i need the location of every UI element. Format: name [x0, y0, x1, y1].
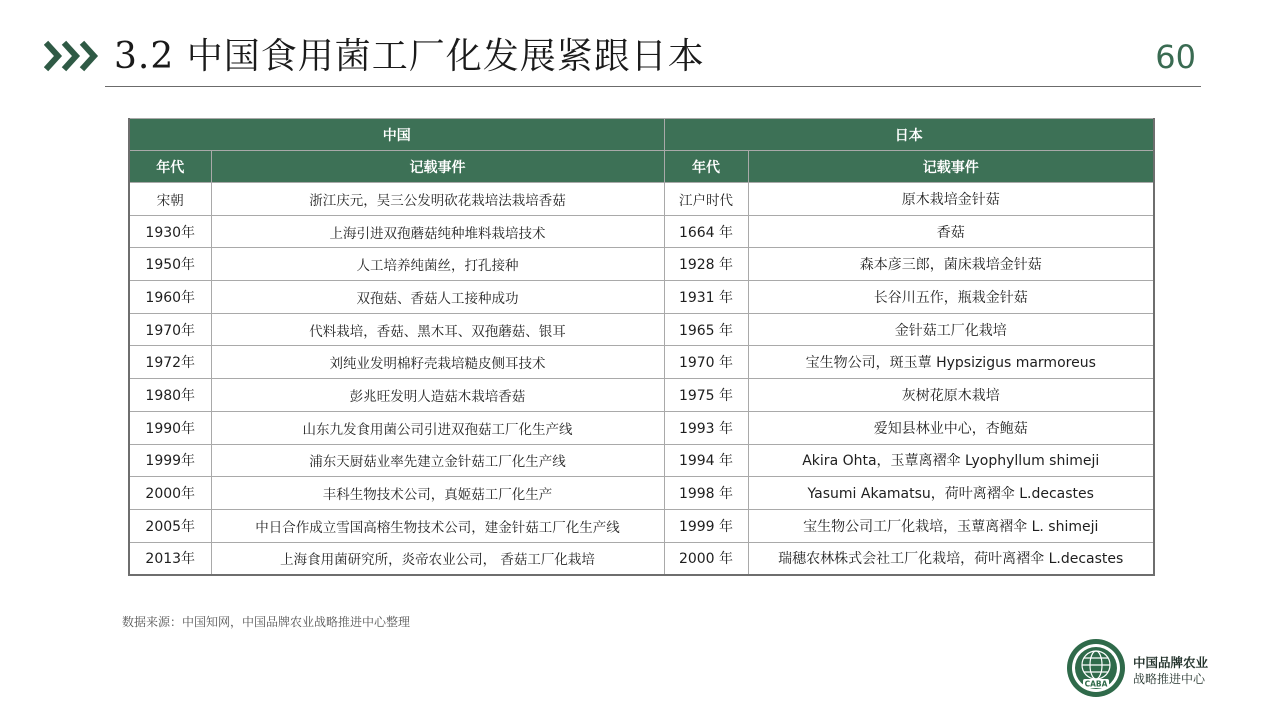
cell-japan-year: 1928 年: [664, 248, 748, 281]
cell-japan-event: 灰树花原木栽培: [748, 379, 1154, 412]
cell-china-year: 1972年: [129, 346, 211, 379]
cell-japan-year: 1965 年: [664, 313, 748, 346]
column-header-event-china: 记载事件: [211, 151, 664, 183]
table-row: [129, 379, 1154, 412]
triple-chevron-right-icon: [44, 40, 102, 72]
cell-japan-year: 1664 年: [664, 215, 748, 248]
cell-china-year: 1990年: [129, 411, 211, 444]
cell-japan-event: 宝生物公司，斑玉蕈 Hypsizigus marmoreus: [748, 346, 1154, 379]
org-name-line2: 战略推进中心: [1133, 672, 1206, 686]
cell-china-event: 浙江庆元，吴三公发明砍花栽培法栽培香菇: [211, 183, 664, 216]
cell-china-event: 丰科生物技术公司，真姬菇工厂化生产: [211, 477, 664, 510]
table-row: [129, 411, 1154, 444]
cell-china-year: 2005年: [129, 509, 211, 542]
cell-japan-year: 1999 年: [664, 509, 748, 542]
page-number: 60: [1155, 38, 1196, 76]
cell-china-year: 1980年: [129, 379, 211, 412]
column-header-year-japan: 年代: [664, 151, 748, 183]
table-row: [129, 346, 1154, 379]
logo-badge-text: CABA: [1084, 679, 1108, 689]
table-row: [129, 509, 1154, 542]
org-name-line1: 中国品牌农业: [1133, 655, 1209, 670]
cell-japan-year: 1975 年: [664, 379, 748, 412]
cell-china-event: 浦东天厨菇业率先建立金针菇工厂化生产线: [211, 444, 664, 477]
cell-china-year: 2013年: [129, 542, 211, 575]
cell-japan-event: Akira Ohta，玉蕈离褶伞 Lyophyllum shimeji: [748, 444, 1154, 477]
table-body: [129, 183, 1154, 576]
table-row: [129, 542, 1154, 575]
table-row: [129, 444, 1154, 477]
column-header-event-japan: 记载事件: [748, 151, 1154, 183]
cell-japan-event: 森本彦三郎，菌床栽培金针菇: [748, 248, 1154, 281]
cell-china-event: 中日合作成立雪国高榕生物技术公司，建金针菇工厂化生产线: [211, 509, 664, 542]
cell-china-year: 2000年: [129, 477, 211, 510]
cell-japan-event: 长谷川五作，瓶栽金针菇: [748, 281, 1154, 314]
cell-japan-event: 爱知县林业中心，杏鲍菇: [748, 411, 1154, 444]
cell-china-year: 1960年: [129, 281, 211, 314]
cell-china-event: 山东九发食用菌公司引进双孢菇工厂化生产线: [211, 411, 664, 444]
group-header-china: 中国: [129, 119, 664, 151]
cell-china-event: 人工培养纯菌丝，打孔接种: [211, 248, 664, 281]
column-header-year-china: 年代: [129, 151, 211, 183]
table-row: [129, 248, 1154, 281]
cell-china-year: 1999年: [129, 444, 211, 477]
table-row: [129, 183, 1154, 216]
table-row: [129, 281, 1154, 314]
cell-china-event: 彭兆旺发明人造菇木栽培香菇: [211, 379, 664, 412]
cell-japan-year: 江户时代: [664, 183, 748, 216]
cell-china-year: 1930年: [129, 215, 211, 248]
title-divider: [105, 86, 1201, 87]
table-row: [129, 313, 1154, 346]
group-header-japan: 日本: [664, 119, 1154, 151]
cell-japan-event: 瑞穗农林株式会社工厂化栽培，荷叶离褶伞 L.decastes: [748, 542, 1154, 575]
cell-china-year: 宋朝: [129, 183, 211, 216]
cell-japan-year: 1993 年: [664, 411, 748, 444]
cell-japan-event: 香菇: [748, 215, 1154, 248]
comparison-table-container: [128, 118, 1153, 576]
table-row: [129, 215, 1154, 248]
cell-china-event: 代料栽培，香菇、黑木耳、双孢蘑菇、银耳: [211, 313, 664, 346]
table-row: [129, 477, 1154, 510]
cell-japan-year: 2000 年: [664, 542, 748, 575]
cell-japan-event: 宝生物公司工厂化栽培，玉蕈离褶伞 L. shimeji: [748, 509, 1154, 542]
cell-japan-event: Yasumi Akamatsu，荷叶离褶伞 L.decastes: [748, 477, 1154, 510]
cell-china-event: 双孢菇、香菇人工接种成功: [211, 281, 664, 314]
cell-china-event: 上海食用菌研究所，炎帝农业公司， 香菇工厂化栽培: [211, 542, 664, 575]
cell-japan-year: 1970 年: [664, 346, 748, 379]
cell-china-year: 1970年: [129, 313, 211, 346]
cell-japan-year: 1994 年: [664, 444, 748, 477]
cell-china-event: 刘纯业发明棉籽壳栽培糙皮侧耳技术: [211, 346, 664, 379]
cell-japan-event: 金针菇工厂化栽培: [748, 313, 1154, 346]
cell-japan-event: 原木栽培金针菇: [748, 183, 1154, 216]
cell-china-year: 1950年: [129, 248, 211, 281]
comparison-table: [128, 118, 1155, 576]
cell-japan-year: 1998 年: [664, 477, 748, 510]
page-title: 3.2 中国食用菌工厂化发展紧跟日本: [114, 36, 705, 77]
data-source-note: 数据来源：中国知网，中国品牌农业战略推进中心整理: [122, 615, 411, 629]
caba-globe-logo-icon: [1066, 638, 1126, 698]
cell-japan-year: 1931 年: [664, 281, 748, 314]
cell-china-event: 上海引进双孢蘑菇纯种堆料栽培技术: [211, 215, 664, 248]
